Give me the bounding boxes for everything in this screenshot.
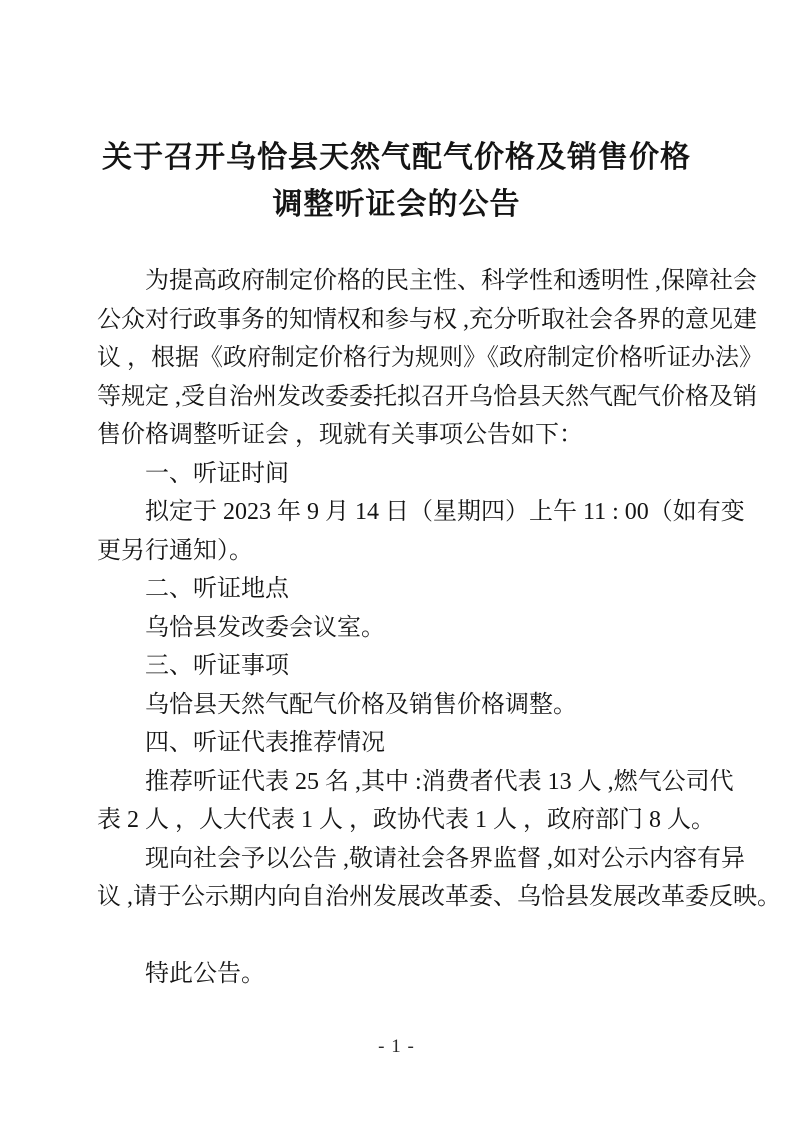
text-line: 更另行通知）。 [97, 537, 253, 564]
text-line: 等规定 ,受自治州发改委委托拟召开乌恰县天然气配气价格及销 [97, 383, 757, 410]
text-line: 二、听证地点 [145, 576, 289, 602]
document-body [0, 262, 793, 994]
text-line: 乌恰县发改委会议室。 [145, 614, 385, 641]
text-line: 推荐听证代表 25 名 ,其中 :消费者代表 13 人 ,燃气公司代 [145, 768, 734, 795]
text-line: 乌恰县天然气配气价格及销售价格调整。 [145, 691, 577, 718]
blank-line [97, 917, 773, 956]
text-line: 售价格调整听证会 ，现就有关事项公告如下： [97, 422, 583, 448]
document-title [0, 0, 793, 228]
text-line: 拟定于 2023 年 9 月 14 日（星期四）上午 11 : 00（如有变 [145, 499, 745, 525]
text-line: 三、听证事项 [145, 653, 289, 679]
page-number: - 1 - [378, 1036, 415, 1057]
title-line-1: 关于召开乌恰县天然气配气价格及销售价格 [102, 141, 691, 174]
text-line: 四、听证代表推荐情况 [145, 730, 385, 756]
title-line-2: 调整听证会的公告 [272, 188, 521, 221]
text-line: 议 ,请于公示期内向自治州发展改革委、乌恰县发展改革委反映。 [97, 884, 781, 910]
text-line: 表 2 人 ，人大代表 1 人 ，政协代表 1 人 ，政府部门 8 人。 [97, 807, 715, 833]
text-line: 为提高政府制定价格的民主性、科学性和透明性 ,保障社会 [145, 268, 757, 294]
text-line: 议 ，根据《政府制定价格行为规则》《政府制定价格听证办法》 [97, 345, 763, 371]
text-line: 现向社会予以公告 ,敬请社会各界监督 ,如对公示内容有异 [145, 845, 745, 872]
text-line: 特此公告。 [145, 961, 265, 987]
text-line: 公众对行政事务的知情权和参与权 ,充分听取社会各界的意见建 [97, 306, 757, 333]
text-line: 一、听证时间 [145, 460, 289, 487]
